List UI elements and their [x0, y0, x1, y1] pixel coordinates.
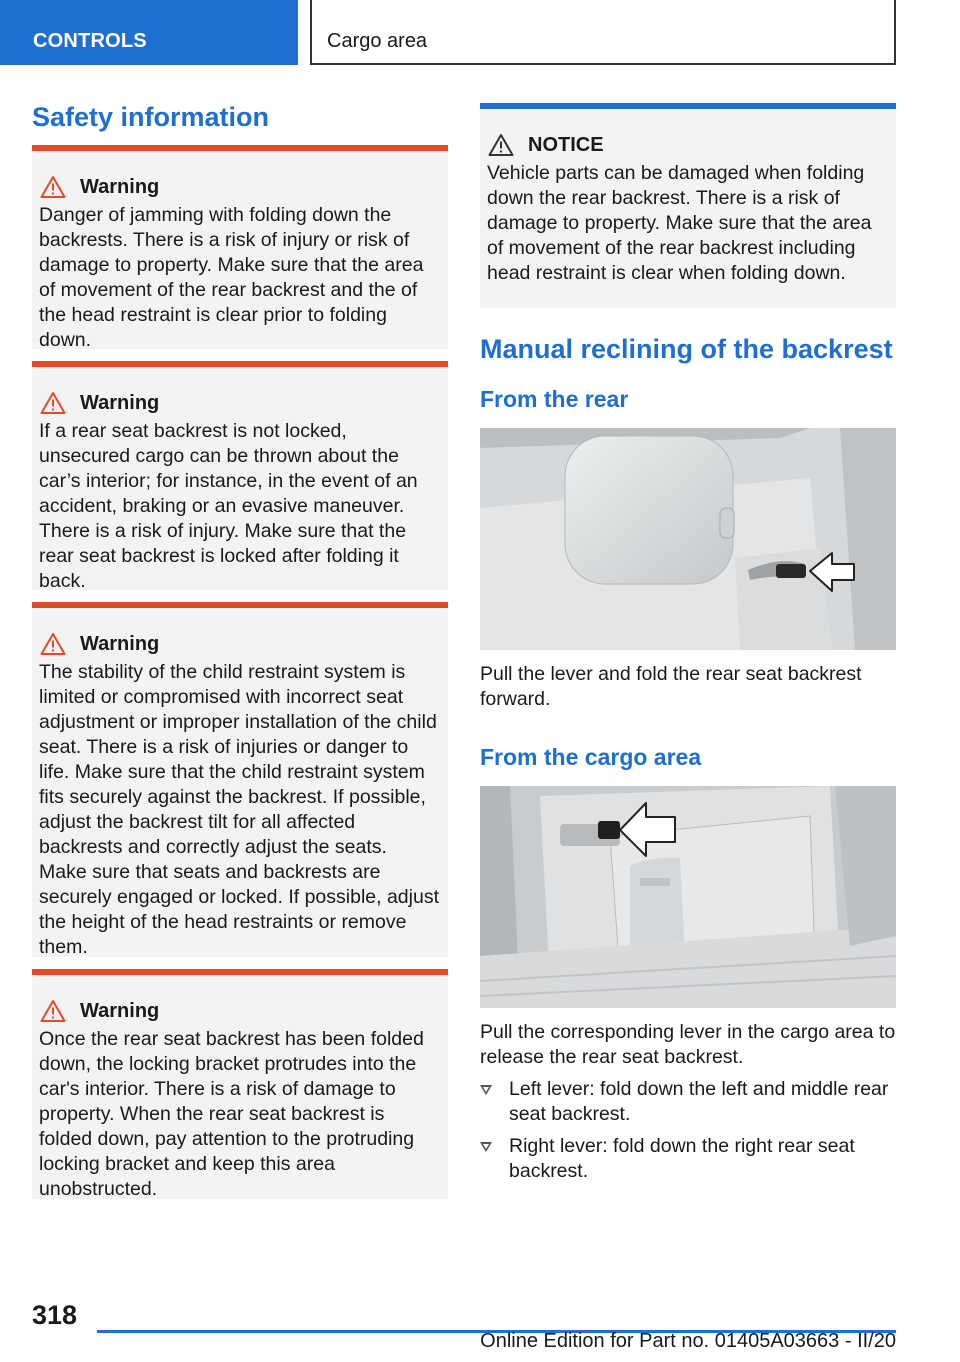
- right-column: [480, 103, 896, 1184]
- from-rear-heading: From the rear: [480, 386, 629, 412]
- warning-box-2: [32, 361, 448, 590]
- header-chapter-label: Cargo area: [327, 30, 428, 52]
- list-item: Right lever: fold down the right rear seat backrest.: [480, 1134, 896, 1184]
- warning-text: The stability of the child restraint system is limited or compromised with incorrect seat adjustment or improper installation of the child seat. There is a risk of injuries or danger to life. Make sure that the child restraint system fits securely against the backrest. If possible, adjust the backrest tilt for all affected backrests and correctly adjust the seats. Make sure that seats and backrests are securely engaged or locked. If possible, adjust the height of the head restraints or remove them.: [39, 661, 439, 958]
- warning-triangle-icon: [40, 632, 66, 656]
- warning-box-1: [32, 145, 448, 349]
- warning-box-3: [32, 602, 448, 957]
- notice-box: [480, 103, 896, 308]
- from-cargo-heading: From the cargo area: [480, 744, 702, 770]
- manual-reclining-heading: Manual reclining of the backrest: [480, 334, 893, 364]
- page-number: 318: [32, 1300, 78, 1330]
- from-cargo-text: Pull the corresponding lever in the cargo area to release the rear seat backrest.: [480, 1021, 896, 1068]
- cargo-area-lever-image: [480, 786, 896, 1008]
- triangle-bullet-icon: [480, 1085, 492, 1095]
- warning-box-4: [32, 969, 448, 1199]
- safety-heading: Safety information: [32, 102, 270, 132]
- triangle-bullet-icon: [480, 1142, 492, 1152]
- left-column: [32, 100, 448, 1199]
- notice-triangle-icon: [488, 133, 514, 157]
- header-section-label: CONTROLS: [33, 30, 147, 52]
- lever-list: [480, 1077, 896, 1184]
- from-rear-text: Pull the lever and fold the rear seat backrest forward.: [480, 663, 862, 710]
- warning-text: Danger of jamming with folding down the backrests. There is a risk of injury or risk of damage to property. Make sure that the area of movement of the rear backrest and the of the head restraint is clear prior to folding down.: [39, 204, 424, 351]
- warning-triangle-icon: [40, 391, 66, 415]
- warning-title: Warning: [80, 391, 160, 414]
- warning-text: If a rear seat backrest is not locked, unsecured cargo can be thrown about the car’s interior; for instance, in the event of an accident, braking or an evasive maneuver. There is a risk of injury. Make sure that the rear seat backrest is locked after folding it back.: [39, 420, 418, 592]
- rear-seat-lever-image: [480, 428, 896, 650]
- list-item: Left lever: fold down the left and middle rear seat backrest.: [480, 1077, 896, 1127]
- header-section-tab: [0, 0, 298, 65]
- notice-text: Vehicle parts can be damaged when folding down the rear backrest. There is a risk of damage to property. Make sure that the area of movement of the rear backrest including head restraint is clear when folding down.: [487, 162, 872, 284]
- warning-text: Once the rear seat backrest has been folded down, the locking bracket protrudes into the car's interior. There is a risk of damage to property. When the rear seat backrest is folded down, pay attention to the protruding locking bracket and keep this area unobstructed.: [39, 1028, 424, 1200]
- header-chapter-tab: [310, 0, 896, 65]
- warning-title: Warning: [80, 632, 160, 655]
- notice-title: NOTICE: [528, 133, 604, 156]
- footer-edition: Online Edition for Part no. 01405A03663 - II/20: [480, 1330, 896, 1352]
- warning-title: Warning: [80, 999, 160, 1022]
- warning-triangle-icon: [40, 175, 66, 199]
- warning-title: Warning: [80, 175, 160, 198]
- warning-triangle-icon: [40, 999, 66, 1023]
